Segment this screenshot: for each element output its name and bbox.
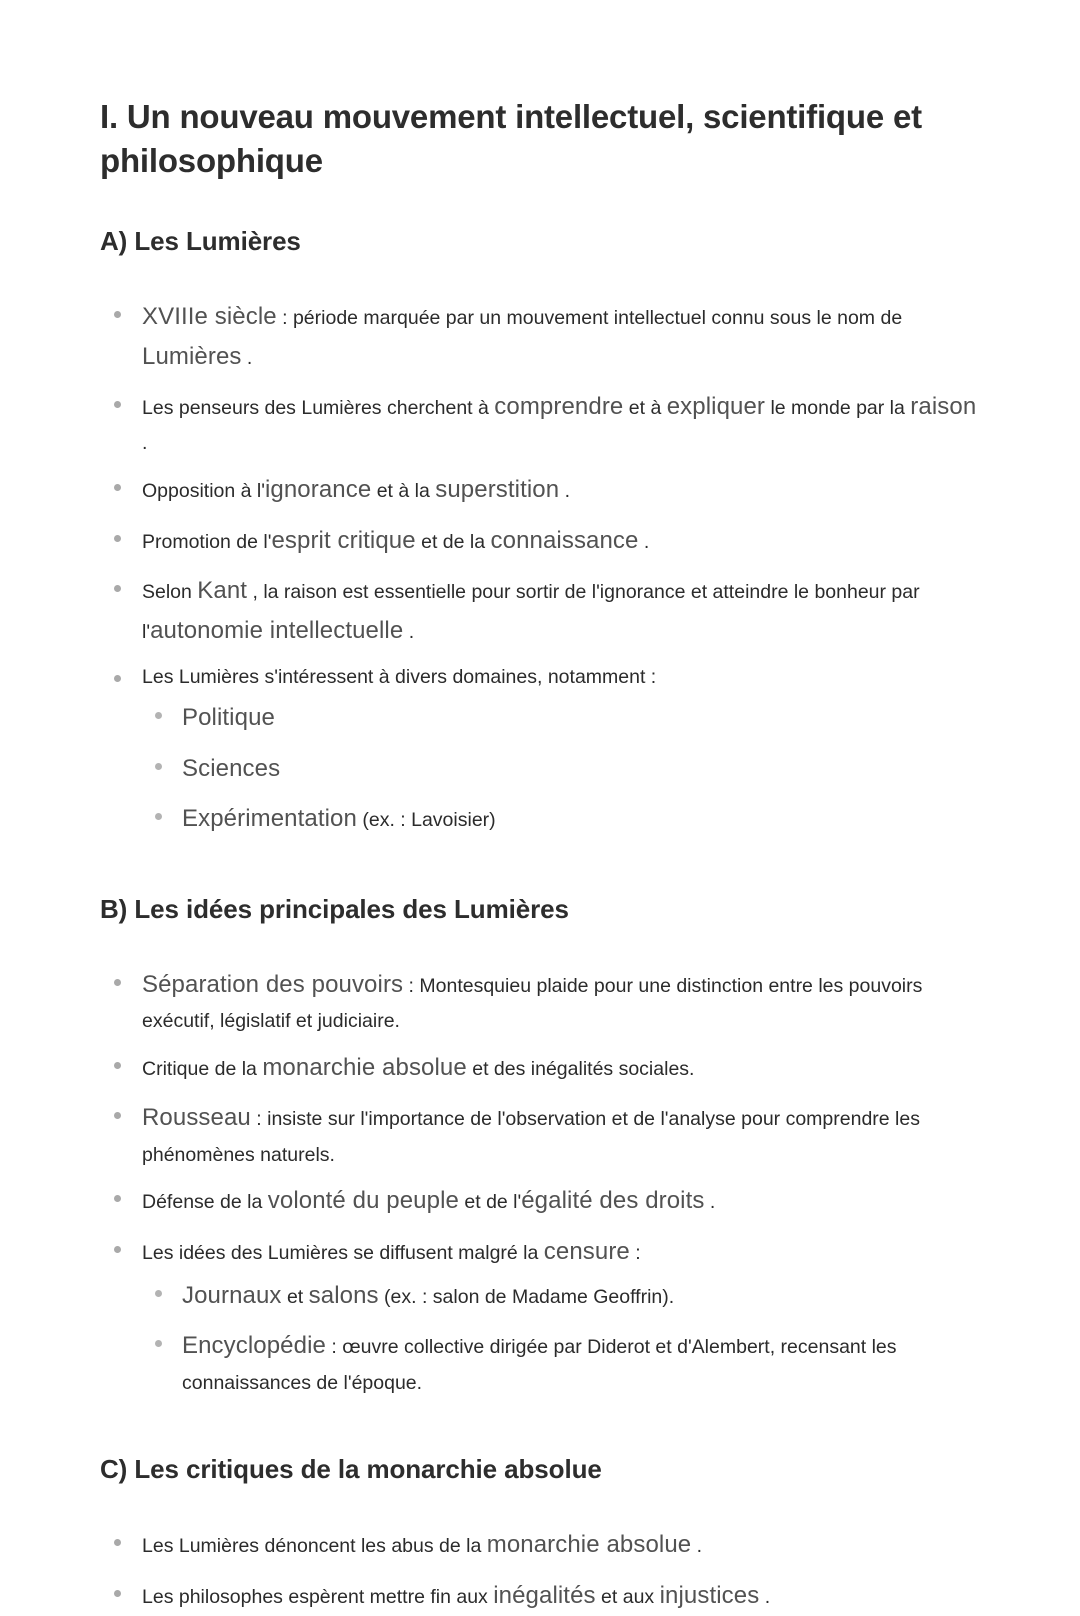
emphasis-term: censure [543,1237,630,1265]
body-text: Critique de la [142,1058,263,1081]
emphasis-term: monarchie absolue [486,1531,692,1559]
list-item [100,1098,985,1171]
body-text: Les penseurs des Lumières cherchent à [142,397,495,420]
section-heading: C) Les critiques de la monarchie absolue [100,1454,602,1485]
sub-list-item [142,1276,985,1316]
body-text: : période marquée par un mouvement intellectuel connu sous le nom de [276,306,903,329]
list-item [100,1232,985,1400]
body-text: . [691,1535,703,1558]
emphasis-term: Journaux [182,1282,282,1310]
body-text: et aux [595,1585,660,1608]
sub-bullet-list [142,1276,985,1399]
emphasis-term: connaissance [490,526,639,554]
emphasis-term: monarchie absolue [262,1054,467,1082]
sub-list-item [142,749,985,789]
bullet-list [100,297,985,840]
body-text: : Montesquieu plaide pour une distinction entre les pouvoirs exécutif, législatif et judiciaire. [142,974,923,1033]
body-text: . [638,530,650,553]
spacer [100,1487,985,1525]
emphasis-term: injustices [659,1581,760,1609]
emphasis-term: comprendre [494,393,624,421]
list-item [100,1525,985,1565]
spacer [100,1409,985,1453]
body-text: le monde par la [765,397,911,420]
body-text: Les idées des Lumières se diffusent malgré la [142,1241,544,1264]
list-item [100,297,985,378]
emphasis-term: volonté du peuple [267,1187,459,1215]
spacer [100,927,985,965]
emphasis-term: Lumières [142,342,242,370]
body-text: Promotion de l' [142,530,272,553]
emphasis-term: Séparation des pouvoirs [142,970,404,998]
emphasis-term: superstition [435,476,560,504]
body-text: et des inégalités sociales. [466,1058,695,1081]
body-text: : œuvre collective dirigée par Diderot et d'Alembert, recensant les connaissances de l'époque. [182,1336,897,1394]
section-heading: A) Les Lumières [100,225,301,256]
list-item [100,387,985,460]
sub-bullet-list [142,698,985,839]
body-text: . [142,432,148,455]
emphasis-term: salons [308,1282,379,1310]
body-text: , la raison est essentielle pour sortir de l'ignorance et atteindre le bonheur par l' [142,580,920,644]
list-item [100,571,985,652]
body-text: : [629,1241,641,1264]
emphasis-term: esprit critique [271,526,416,554]
emphasis-term: raison [910,393,977,421]
body-text: et à la [371,480,436,503]
list-item [100,1576,985,1616]
body-text: . [241,346,253,369]
emphasis-term: Politique [182,704,275,732]
spacer [100,259,985,297]
list-item [100,1181,985,1221]
body-text: . [704,1191,716,1214]
body-text: . [403,621,415,644]
body-text: Défense de la [142,1191,268,1214]
body-text: (ex. : Lavoisier) [356,808,496,831]
emphasis-term: Sciences [182,754,281,782]
sub-list-item [142,1326,985,1399]
section-heading: B) Les idées principales des Lumières [100,894,569,925]
list-item [100,965,985,1038]
bullet-list [100,965,985,1399]
body-text: et de l' [458,1191,522,1214]
body-text: Les Lumières s'intéressent à divers domaines, notamment : [142,666,657,689]
body-text: et de la [415,530,491,553]
emphasis-term: Rousseau [142,1104,251,1132]
body-text: Les Lumières dénoncent les abus de la [142,1535,487,1558]
emphasis-term: inégalités [493,1581,596,1609]
body-text: Selon [142,580,198,603]
emphasis-term: expliquer [666,393,766,421]
list-item [100,470,985,510]
emphasis-term: Expérimentation [182,804,357,832]
body-text: (ex. : salon de Madame Geoffrin). [378,1286,675,1309]
body-text: . [559,480,571,503]
emphasis-term: Encyclopédie [182,1332,326,1360]
list-item [100,1048,985,1088]
body-text: et à [623,397,667,420]
spacer [100,183,985,225]
sub-list-item [142,799,985,839]
page-title: I. Un nouveau mouvement intellectuel, scientifique et philosophique [100,98,922,179]
bullet-list [100,1525,985,1616]
sub-list-item [142,698,985,738]
emphasis-term: XVIIIe siècle [142,302,277,330]
body-text: et [281,1286,309,1309]
emphasis-term: Kant [197,576,248,604]
sections-container [100,225,985,1616]
body-text: Les philosophes espèrent mettre fin aux [142,1585,494,1608]
spacer [100,849,985,893]
emphasis-term: ignorance [264,476,372,504]
list-item [100,521,985,561]
body-text: . [759,1585,771,1608]
body-text: : insiste sur l'importance de l'observation et de l'analyse pour comprendre les phénomènes naturels. [142,1108,920,1166]
emphasis-term: égalité des droits [521,1187,705,1215]
emphasis-term: autonomie intellectuelle [150,617,404,645]
body-text: Opposition à l' [142,480,265,503]
list-item [100,661,985,839]
